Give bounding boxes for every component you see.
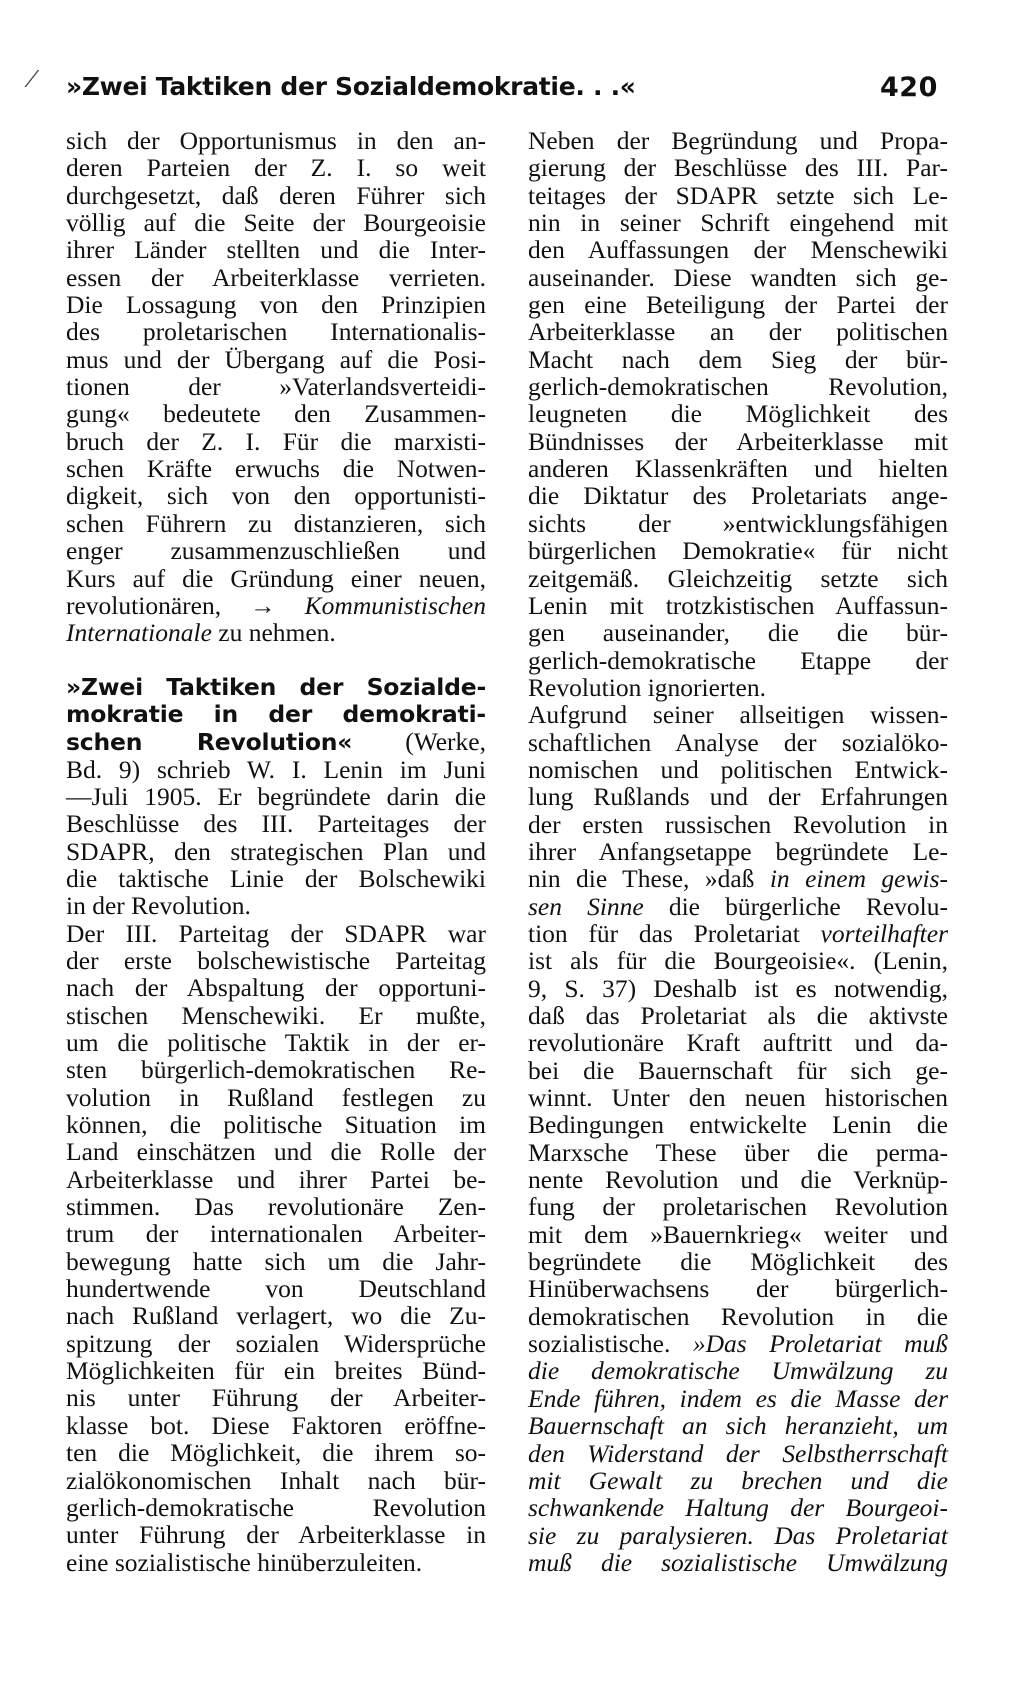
running-header-title: »Zwei Taktiken der Sozialdemokratie. . .« bbox=[66, 72, 636, 101]
text-segment: die bürgerliche Revolu- bbox=[643, 891, 948, 921]
text-line: Macht nach dem Sieg der bür- bbox=[528, 344, 948, 374]
text-line bbox=[528, 920, 948, 947]
text-line: Neben der Begründung und Propa- bbox=[528, 126, 948, 155]
text-line: auseinander. Diese wandten sich ge- bbox=[528, 262, 948, 292]
text-line: gerlich-demokratischen Revolution, bbox=[528, 372, 948, 402]
quote-italic: muß die sozialistische Umwälzung bbox=[528, 1547, 948, 1577]
text-segment: revolutionären, bbox=[66, 590, 251, 620]
quote-line bbox=[528, 1412, 948, 1439]
text-line: zeitgemäß. Gleichzeitig setzte sich bbox=[528, 563, 948, 593]
text-line: schen Führern zu distanzieren, sich bbox=[66, 508, 486, 538]
text-line bbox=[66, 619, 486, 646]
text-line bbox=[66, 728, 486, 755]
entry-heading: schen Revolution« bbox=[66, 728, 353, 757]
quote-italic: den Widerstand der Selbstherrschaft bbox=[528, 1438, 948, 1468]
text-line: schen Kräfte erwuchs die Notwen- bbox=[66, 454, 486, 484]
text-line: um die politische Taktik in der er- bbox=[66, 1028, 486, 1057]
text-line: Marxsche These über die perma- bbox=[528, 1137, 948, 1167]
text-line: daß das Proletariat als die aktivste bbox=[528, 1001, 948, 1030]
text-line: gierung der Beschlüsse des III. Par- bbox=[528, 153, 948, 183]
quote-italic: Bauernschaft an sich heranzieht, um bbox=[528, 1411, 948, 1441]
text-line: der ersten russischen Revolution in bbox=[528, 809, 948, 839]
text-line: volution in Rußland festlegen zu bbox=[66, 1082, 486, 1112]
right-column bbox=[528, 127, 948, 1576]
text-line: demokratischen Revolution in die bbox=[528, 1301, 948, 1331]
text-line: Revolution ignorierten. bbox=[528, 672, 766, 702]
cross-reference-arrow-icon: → bbox=[250, 590, 276, 620]
text-line: unter Führung der Arbeiterklasse in bbox=[66, 1520, 486, 1550]
text-line: lung Rußlands und der Erfahrungen bbox=[528, 782, 948, 812]
text-line: bewegung hatte sich um die Jahr- bbox=[66, 1246, 486, 1276]
text-line: Lenin mit trotzkistischen Auffassun- bbox=[528, 590, 948, 620]
quote-line bbox=[528, 1494, 948, 1521]
text-line: deren Parteien der Z. I. so weit bbox=[66, 153, 486, 183]
text-line: enger zusammenzuschließen und bbox=[66, 536, 486, 566]
margin-pen-mark: ⁄ bbox=[30, 68, 34, 93]
text-line: gung« bedeutete den Zusammen- bbox=[66, 399, 486, 429]
cross-reference-link[interactable]: Internationale bbox=[66, 618, 212, 648]
quote-italic: vorteilhafter bbox=[820, 918, 948, 948]
text-line: gerlich-demokratische Revolution bbox=[66, 1492, 486, 1522]
text-line: gerlich-demokratische Etappe der bbox=[528, 645, 948, 675]
quote-line bbox=[528, 1549, 948, 1576]
text-line: durchgesetzt, daß deren Führer sich bbox=[66, 180, 486, 210]
text-line: stischen Menschewiki. Er mußte, bbox=[66, 1000, 486, 1030]
quote-italic: schwankende Haltung der Bourgeoi- bbox=[528, 1493, 948, 1523]
text-line: essen der Arbeiterklasse verrieten. bbox=[66, 262, 486, 292]
text-line: völlig auf die Seite der Bourgeoisie bbox=[66, 208, 486, 238]
text-line: ihrer Länder stellten und die Inter- bbox=[66, 235, 486, 265]
quote-italic: »Das Proletariat muß bbox=[692, 1329, 949, 1359]
text-line: bruch der Z. I. Für die marxisti- bbox=[66, 426, 486, 456]
text-line: Kurs auf die Gründung einer neuen, bbox=[66, 563, 486, 593]
text-line: ihrer Anfangsetappe begründete Le- bbox=[528, 836, 948, 866]
quote-italic: sen Sinne bbox=[528, 891, 644, 921]
text-line: anderen Klassenkräften und hielten bbox=[528, 454, 948, 484]
text-line: Arbeiterklasse und ihrer Partei be- bbox=[66, 1164, 486, 1194]
text-line: in der Revolution. bbox=[66, 891, 251, 921]
entry-heading: »Zwei Taktiken der Sozialde- bbox=[66, 672, 486, 701]
text-line: nis unter Führung der Arbeiter- bbox=[66, 1383, 486, 1413]
text-line: mit dem »Bauernkrieg« weiter und bbox=[528, 1219, 948, 1249]
text-line: klasse bot. Diese Faktoren eröffne- bbox=[66, 1410, 486, 1440]
quote-line bbox=[528, 1522, 948, 1549]
text-segment: zu nehmen. bbox=[211, 618, 336, 648]
text-line: digkeit, sich von den opportunisti- bbox=[66, 481, 486, 511]
cross-reference-link[interactable]: Kommunistischen bbox=[275, 590, 486, 620]
text-line: teitages der SDAPR setzte sich Le- bbox=[528, 180, 948, 210]
text-line: sichts der »entwicklungsfähigen bbox=[528, 508, 948, 538]
text-line: 9, S. 37) Deshalb ist es notwendig, bbox=[528, 973, 948, 1003]
text-line: Der III. Parteitag der SDAPR war bbox=[66, 918, 486, 948]
quote-italic: Ende führen, indem es die Masse der bbox=[528, 1383, 948, 1413]
text-line: Bd. 9) schrieb W. I. Lenin im Juni bbox=[66, 754, 486, 784]
text-line: bei die Bauernschaft für sich ge- bbox=[528, 1055, 948, 1085]
text-line: die taktische Linie der Bolschewiki bbox=[66, 863, 486, 893]
entry-heading: mokratie in der demokrati- bbox=[66, 699, 486, 728]
text-line: stimmen. Das revolutionäre Zen- bbox=[66, 1192, 486, 1222]
text-line: leugneten die Möglichkeit des bbox=[528, 399, 948, 429]
text-line: nin in seiner Schrift eingehend mit bbox=[528, 208, 948, 238]
text-segment: tion für das Proletariat bbox=[528, 918, 821, 948]
text-line: Bündnisses der Arbeiterklasse mit bbox=[528, 426, 948, 456]
text-line: mus und der Übergang auf die Posi- bbox=[66, 344, 486, 374]
quote-italic: sie zu paralysieren. Das Proletariat bbox=[528, 1520, 948, 1550]
text-line bbox=[528, 1330, 948, 1357]
text-line: winnt. Unter den neuen historischen bbox=[528, 1083, 948, 1113]
quote-line bbox=[528, 1385, 948, 1412]
text-line: hundertwende von Deutschland bbox=[66, 1274, 486, 1304]
text-line: sten bürgerlich-demokratischen Re- bbox=[66, 1055, 486, 1085]
text-line: tionen der »Vaterlandsverteidi- bbox=[66, 372, 486, 402]
quote-line bbox=[528, 1440, 948, 1467]
text-line: Land einschätzen und die Rolle der bbox=[66, 1137, 486, 1167]
text-line: Beschlüsse des III. Parteitages der bbox=[66, 809, 486, 839]
text-line: Die Lossagung von den Prinzipien bbox=[66, 290, 486, 320]
text-line: SDAPR, den strategischen Plan und bbox=[66, 836, 486, 866]
text-line: der erste bolschewistische Parteitag bbox=[66, 945, 486, 975]
text-line: Bedingungen entwickelte Lenin die bbox=[528, 1110, 948, 1140]
text-line: revolutionäre Kraft auftritt und da- bbox=[528, 1028, 948, 1058]
text-line: können, die politische Situation im bbox=[66, 1110, 486, 1140]
quote-line bbox=[528, 1357, 948, 1384]
text-line: schaftlichen Analyse der sozialöko- bbox=[528, 727, 948, 757]
text-line: trum der internationalen Arbeiter- bbox=[66, 1219, 486, 1249]
text-line: Möglichkeiten für ein breites Bünd- bbox=[66, 1356, 486, 1386]
text-line: begründete die Möglichkeit des bbox=[528, 1247, 948, 1277]
text-segment: (Werke, bbox=[352, 727, 486, 757]
text-line: zialökonomischen Inhalt nach bür- bbox=[66, 1465, 486, 1495]
text-line: bürgerlichen Demokratie« für nicht bbox=[528, 536, 948, 566]
text-segment: nin die These, »daß bbox=[528, 864, 770, 894]
text-line: spitzung der sozialen Widersprüche bbox=[66, 1328, 486, 1358]
text-segment: sozialistische. bbox=[528, 1329, 693, 1359]
text-line: Hinüberwachsens der bürgerlich- bbox=[528, 1274, 948, 1304]
text-line: gen auseinander, die die bür- bbox=[528, 618, 948, 648]
text-line: ist als für die Bourgeoisie«. (Lenin, bbox=[528, 946, 948, 976]
text-line bbox=[528, 893, 948, 920]
text-line: den Auffassungen der Menschewiki bbox=[528, 235, 948, 265]
text-line bbox=[66, 592, 486, 619]
text-line: nente Revolution und die Verknüp- bbox=[528, 1165, 948, 1195]
page-number: 420 bbox=[880, 72, 938, 103]
text-line: nach der Abspaltung der opportuni- bbox=[66, 973, 486, 1003]
text-line: nomischen und politischen Entwick- bbox=[528, 754, 948, 784]
quote-italic: mit Gewalt zu brechen und die bbox=[528, 1465, 948, 1495]
text-line: des proletarischen Internationalis- bbox=[66, 317, 486, 347]
text-line: Arbeiterklasse an der politischen bbox=[528, 317, 948, 347]
paragraph-gap bbox=[66, 647, 486, 674]
quote-italic: in einem gewis- bbox=[769, 864, 948, 894]
text-line: die Diktatur des Proletariats ange- bbox=[528, 481, 948, 511]
text-line: nach Rußland verlagert, wo die Zu- bbox=[66, 1301, 486, 1331]
left-column bbox=[66, 127, 486, 1576]
text-line: ten die Möglichkeit, die ihrem so- bbox=[66, 1438, 486, 1468]
text-line bbox=[528, 865, 948, 892]
text-line: gen eine Beteiligung der Partei der bbox=[528, 290, 948, 320]
text-line: —Juli 1905. Er begründete darin die bbox=[66, 781, 486, 811]
text-line: sich der Opportunismus in den an- bbox=[66, 126, 486, 155]
quote-italic: die demokratische Umwälzung zu bbox=[528, 1356, 948, 1386]
text-line: eine sozialistische hinüberzuleiten. bbox=[66, 1547, 423, 1577]
text-line: Aufgrund seiner allseitigen wissen- bbox=[528, 700, 948, 730]
text-line: fung der proletarischen Revolution bbox=[528, 1192, 948, 1222]
quote-line bbox=[528, 1467, 948, 1494]
